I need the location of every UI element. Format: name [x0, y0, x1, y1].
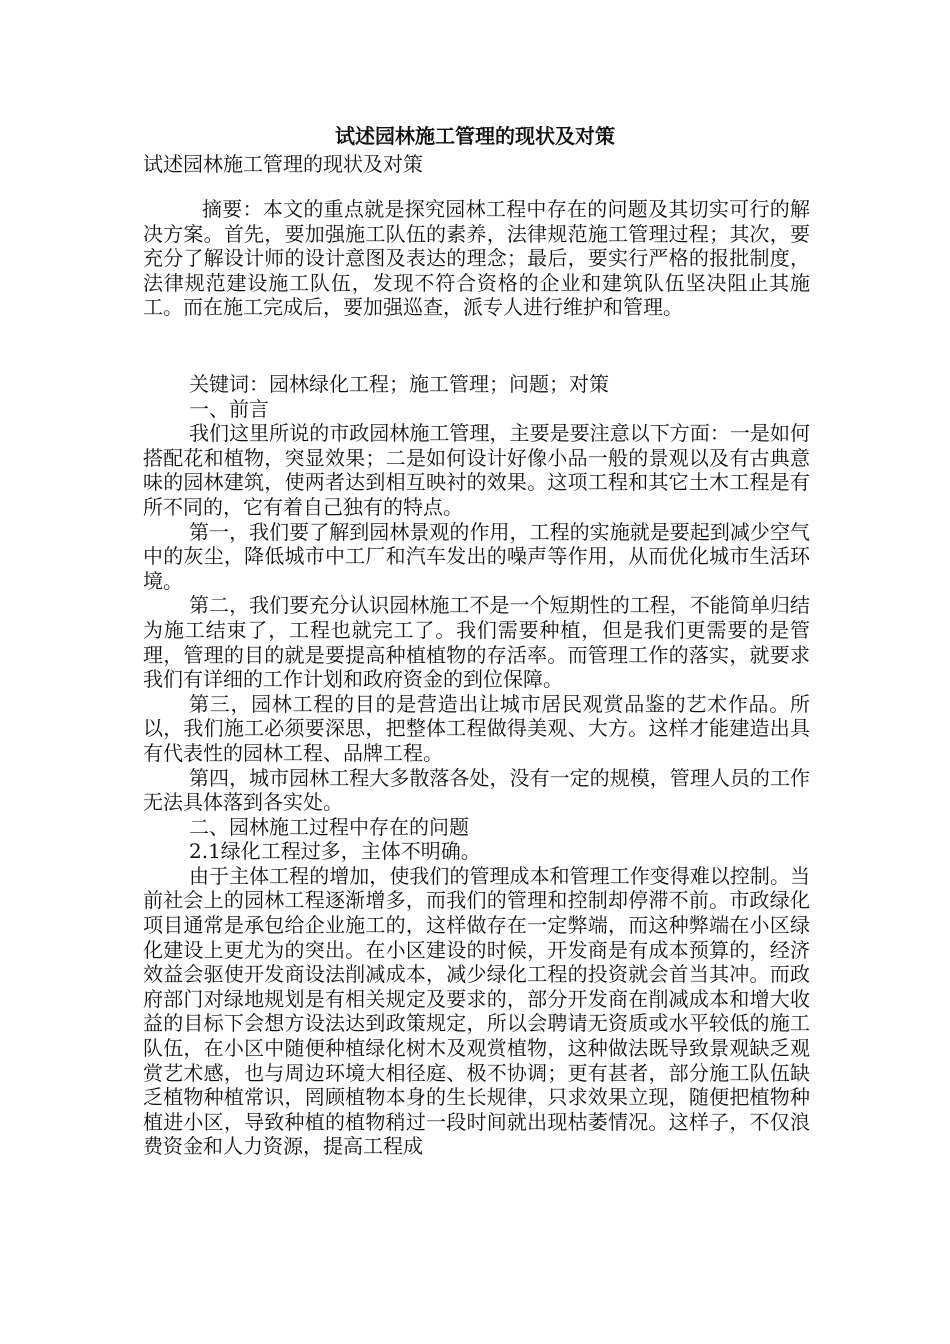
section-heading-preface: 一、前言	[189, 396, 269, 421]
body-paragraph: 由于主体工程的增加，使我们的管理成本和管理工作变得难以控制。当前社会上的园林工程逐渐增多，而我们的管理和控制却停滞不前。市政绿化项目通常是承包给企业施工的，这样做存在一定弊端，而这种弊端在小区绿化建设上更尤为的突出。在小区建设的时候，开发商是有成本预算的，经济效益会驱使开发商设法削减成本，减少绿化工程的投资就会首当其冲。而政府部门对绿地规划是有相关规定及要求的，部分开发商在削减成本和增大收益的目标下会想方设法达到政策规定，所以会聘请无资质或水平较低的施工队伍，在小区中随便种植绿化树木及观赏植物，这种做法既导致景观缺乏观赏艺术感，也与周边环境大相径庭、极不协调；更有甚者，部分施工队伍缺乏植物种植常识，罔顾植物本身的生长规律，只求效果立现，随便把植物种植进小区，导致种植的植物稍过一段时间就出现枯萎情况。这样子，不仅浪费资金和人力资源，提高工程成	[143, 863, 810, 1159]
body-paragraph: 第一，我们要了解到园林景观的作用，工程的实施就是要起到减少空气中的灰尘，降低城市中工厂和汽车发出的噪声等作用，从而优化城市生活环境。	[143, 519, 810, 593]
body-paragraph: 第二，我们要充分认识园林施工不是一个短期性的工程，不能简单归结为施工结束了，工程也就完工了。我们需要种植，但是我们更需要的是管理，管理的目的就是要提高种植植物的存活率。而管理工作的落实，就要求我们有详细的工作计划和政府资金的到位保障。	[143, 593, 810, 692]
body-paragraph: 第三，园林工程的目的是营造出让城市居民观赏品鉴的艺术作品。所以，我们施工必须要深思，把整体工程做得美观、大方。这样才能建造出具有代表性的园林工程、品牌工程。	[143, 691, 810, 765]
body-paragraph: 我们这里所说的市政园林施工管理，主要是要注意以下方面：一是如何搭配花和植物，突显效果；二是如何设计好像小品一般的景观以及有古典意味的园林建筑，使两者达到相互映衬的效果。这项工程和其它土木工程是有所不同的，它有着自己独有的特点。	[143, 421, 810, 519]
document-subtitle: 试述园林施工管理的现状及对策	[143, 152, 423, 176]
keywords-line: 关键词：园林绿化工程；施工管理；问题；对策	[189, 372, 609, 396]
document-body	[143, 372, 810, 1159]
document-title: 试述园林施工管理的现状及对策	[335, 124, 615, 148]
section-heading-problems: 二、园林施工过程中存在的问题	[189, 814, 469, 839]
abstract-paragraph: 摘要：本文的重点就是探究园林工程中存在的问题及其切实可行的解决方案。首先，要加强施工队伍的素养，法律规范施工管理过程；其次，要充分了解设计师的设计意图及表达的理念；最后，要实行严格的报批制度，法律规范建设施工队伍，发现不符合资格的企业和建筑队伍坚决阻止其施工。而在施工完成后，要加强巡查，派专人进行维护和管理。	[143, 197, 810, 320]
subsection-heading: 2.1绿化工程过多，主体不明确。	[189, 839, 481, 864]
body-paragraph: 第四，城市园林工程大多散落各处，没有一定的规模，管理人员的工作无法具体落到各实处。	[143, 765, 810, 815]
